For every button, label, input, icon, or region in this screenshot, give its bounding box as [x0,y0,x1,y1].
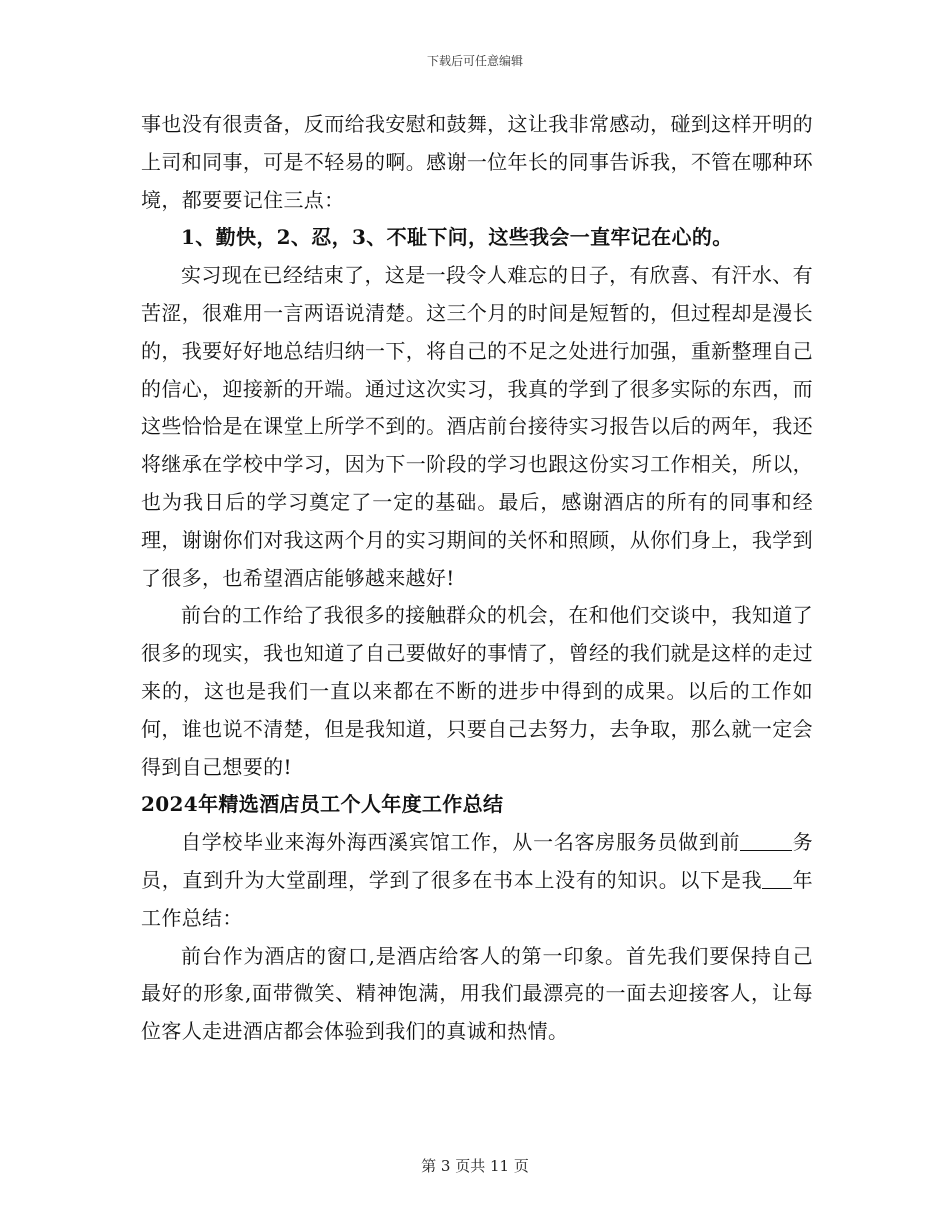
paragraph-internship-end: 实习现在已经结束了，这是一段令人难忘的日子，有欣喜、有汗水、有苦涩，很难用一言两语说清楚。这三个月的时间是短暂的，但过程却是漫长的，我要好好地总结归纳一下，将自己的不足之处进行加强，重新整理自己的信心，迎接新的开端。通过这次实习，我真的学到了很多实际的东西，而这些恰恰是在课堂上所学不到的。酒店前台接待实习报告以后的两年，我还将继承在学校中学习，因为下一阶段的学习也跟这份实习工作相关，所以，也为我日后的学习奠定了一定的基础。最后，感谢酒店的所有的同事和经理，谢谢你们对我这两个月的实习期间的关怀和照顾，从你们身上，我学到了很多，也希望酒店能够越来越好! [141,263,813,590]
intro-text-a: 自学校毕业来海外海西溪宾馆工作，从一名客房服务员做到前 [181,830,741,855]
paragraph-three-points: 1、勤快，2、忍，3、不耻下问，这些我会一直牢记在心的。 [181,225,733,250]
section-title: 2024年精选酒店员工个人年度工作总结 [141,792,504,817]
paragraph-window: 前台作为酒店的窗口,是酒店给客人的第一印象。首先我们要保持自己最好的形象,面带微笑、精神饱满，用我们最漂亮的一面去迎接客人，让每位客人走进酒店都会体验到我们的真诚和热情。 [141,943,813,1044]
page-footer: 第 3 页共 11 页 [421,1157,529,1175]
paragraph-intro [141,824,813,937]
paragraph-front-desk: 前台的工作给了我很多的接触群众的机会，在和他们交谈中，我知道了很多的现实，我也知道了自己要做好的事情了，曾经的我们就是这样的走过来的，这也是我们一直以来都在不断的进步中得到的成果。以后的工作如何，谁也说不清楚，但是我知道，只要自己去努力，去争取，那么就一定会得到自己想要的! [141,603,813,779]
intro-text-c: 年工作总结： [141,867,813,930]
paragraph-continuation: 事也没有很责备，反而给我安慰和鼓舞，这让我非常感动，碰到这样开明的上司和同事，可是不轻易的啊。感谢一位年长的同事告诉我，不管在哪种环境，都要要记住三点： [141,112,813,212]
blank-underline [740,830,792,851]
page-header: 下载后可任意编辑 [426,54,523,68]
intro-text-b: 务员，直到升为大堂副理，学到了很多在书本上没有的知识。以下是我 [141,830,813,892]
document-body [141,106,813,1051]
blank-underline [762,868,792,889]
